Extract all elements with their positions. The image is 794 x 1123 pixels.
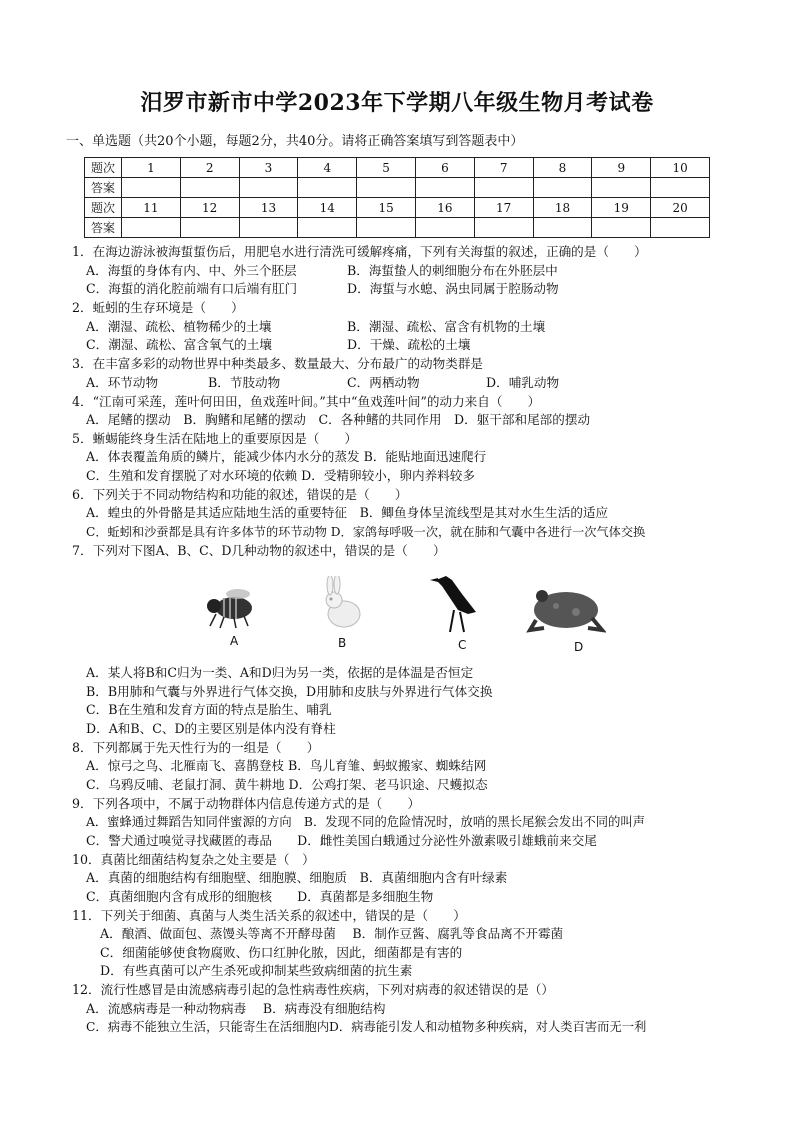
table-cell: 题次 [85,158,122,178]
question-option: C．生殖和发育摆脱了对水环境的依赖 D．受精卵较小，卵内养料较多 [86,468,475,483]
question-stem: 8．下列都属于先天性行为的一组是（ ） [72,740,320,755]
page-title: 汨罗市新市中学2023年下学期八年级生物月考试卷 [140,90,654,116]
answer-cell[interactable] [474,218,533,238]
answer-cell[interactable] [357,218,416,238]
table-cell: 5 [357,158,416,178]
question-option: C．乌鸦反哺、老鼠打洞、黄牛耕地 D．公鸡打架、老马识途、尺蠖拟态 [86,777,488,792]
table-cell: 19 [592,198,651,218]
answer-cell[interactable] [180,178,239,198]
question-stem: 12．流行性感冒是由流感病毒引起的急性病毒性疾病，下列对病毒的叙述错误的是（） [72,982,554,997]
question-option: C．两栖动物 [347,375,420,390]
answer-cell[interactable] [122,178,181,198]
section-heading: 一、单选题（共20个小题，每题2分，共40分。请将正确答案填写到答题表中） [66,134,524,149]
question-option: D．哺乳动物 [486,375,560,390]
question-option: A．某人将B和C归为一类、A和D归为另一类，依据的是体温是否恒定 [86,665,474,680]
question-option: D．A和B、C、D的主要区别是体内没有脊柱 [86,721,336,736]
question-option: A．海蜇的身体有内、中、外三个胚层 [86,263,297,278]
answer-cell[interactable] [533,178,592,198]
question-option: C．蚯蚓和沙蚕都是具有许多体节的环节动物 D．家鸽每呼吸一次，就在肺和气囊中各进行一次气体交换 [86,525,646,539]
answer-table [84,157,710,238]
answer-cell[interactable] [415,178,474,198]
table-cell: 答案 [85,218,122,238]
answer-cell[interactable] [592,218,651,238]
question-option: A．真菌的细胞结构有细胞壁、细胞膜、细胞质 B．真菌细胞内含有叶绿素 [86,870,508,885]
question-option: B．海蜇蛰人的刺细胞分布在外胚层中 [347,263,558,278]
table-cell: 17 [474,198,533,218]
frog-icon [526,582,606,634]
figure-label-c: C [458,638,467,652]
answer-cell[interactable] [651,218,710,238]
question-stem: 3．在丰富多彩的动物世界中种类最多、数量最大、分布最广的动物类群是 [72,356,484,371]
table-cell: 1 [122,158,181,178]
question-option: C．细菌能够使食物腐败、伤口红肿化脓，因此，细菌都是有害的 [100,945,463,960]
figure-label-b: B [338,636,347,650]
animal-figure [190,570,620,660]
question-stem: 1．在海边游泳被海蜇蜇伤后，用肥皂水进行清洗可缓解疼痛，下列有关海蜇的叙述，正确的是（ ） [72,244,647,259]
table-cell: 7 [474,158,533,178]
question-stem: 4．“江南可采莲，莲叶何田田，鱼戏莲叶间。”其中“鱼戏莲叶间”的动力来自（ ） [72,394,541,409]
question-stem: 9．下列各项中，不属于动物群体内信息传递方式的是（ ） [72,796,421,811]
question-option: A．惊弓之鸟、北雁南飞、喜鹊登枝 B．鸟儿育雏、蚂蚁搬家、蜘蛛结网 [86,758,487,773]
answer-cell[interactable] [298,178,357,198]
bee-icon [200,584,260,630]
question-stem: 6．下列关于不同动物结构和功能的叙述，错误的是（ ） [72,487,408,502]
table-cell: 4 [298,158,357,178]
question-option: A．尾鳍的摆动 B．胸鳍和尾鳍的摆动 C．各种鳍的共同作用 D．躯干部和尾部的摆动 [86,412,591,427]
answer-cell[interactable] [651,178,710,198]
question-option: C．真菌细胞内含有成形的细胞核 D．真菌都是多细胞生物 [86,889,434,904]
question-stem: 11．下列关于细菌、真菌与人类生活关系的叙述中，错误的是（ ） [72,908,466,923]
crow-icon [428,570,488,640]
question-option: C．警犬通过嗅觉寻找藏匿的毒品 D．雌性美国白蛾通过分泌性外激素吸引雄蛾前来交尾 [86,833,597,848]
question-option: B．潮湿、疏松、富含有机物的土壤 [347,319,546,334]
table-cell: 18 [533,198,592,218]
question-option: B．节肢动物 [208,375,281,390]
table-cell: 16 [415,198,474,218]
table-cell: 3 [239,158,298,178]
question-option: C．B在生殖和发育方面的特点是胎生、哺乳 [86,702,332,717]
question-stem: 2．蚯蚓的生存环境是（ ） [72,300,244,315]
table-cell: 答案 [85,178,122,198]
question-option: A．蝗虫的外骨骼是其适应陆地生活的重要特征 B．鲫鱼身体呈流线型是其对水生生活的适应 [86,505,609,520]
answer-cell[interactable] [592,178,651,198]
table-row [85,218,710,238]
table-cell: 11 [122,198,181,218]
answer-cell[interactable] [298,218,357,238]
table-cell: 10 [651,158,710,178]
question-stem: 5．蜥蜴能终身生活在陆地上的重要原因是（ ） [72,431,358,446]
answer-cell[interactable] [180,218,239,238]
table-row [85,178,710,198]
question-option: A．酿酒、做面包、蒸馒头等离不开酵母菌 B．制作豆酱、腐乳等食品离不开霉菌 [100,926,564,941]
table-cell: 题次 [85,198,122,218]
answer-cell[interactable] [357,178,416,198]
table-cell: 6 [415,158,474,178]
answer-cell[interactable] [474,178,533,198]
table-cell: 9 [592,158,651,178]
question-stem: 10．真菌比细菌结构复杂之处主要是（ ） [72,852,315,867]
table-cell: 8 [533,158,592,178]
table-cell: 12 [180,198,239,218]
question-option: C．潮湿、疏松、富含氧气的土壤 [86,337,272,352]
answer-cell[interactable] [239,218,298,238]
figure-label-a: A [230,634,239,648]
answer-cell[interactable] [533,218,592,238]
table-row [85,158,710,178]
question-option: A．体表覆盖角质的鳞片，能减少体内水分的蒸发 B．能贴地面迅速爬行 [86,449,487,464]
question-option: C．病毒不能独立生活，只能寄生在活细胞内D．病毒能引发人和动植物多种疾病，对人类百害而无一利 [86,1020,647,1034]
answer-cell[interactable] [122,218,181,238]
table-cell: 13 [239,198,298,218]
question-option: A．流感病毒是一种动物病毒 B．病毒没有细胞结构 [86,1001,386,1016]
answer-cell[interactable] [415,218,474,238]
rabbit-icon [316,576,366,630]
table-cell: 20 [651,198,710,218]
table-cell: 14 [298,198,357,218]
question-option: D．海蜇与水螅、涡虫同属于腔肠动物 [347,281,559,296]
question-option: A．蜜蜂通过舞蹈告知同伴蜜源的方向 B．发现不同的危险情况时，放哨的黑长尾猴会发出不同的叫声 [86,815,645,829]
table-row [85,198,710,218]
table-cell: 2 [180,158,239,178]
question-option: D．干燥、疏松的土壤 [347,337,471,352]
question-stem: 7．下列对下图A、B、C、D几种动物的叙述中，错误的是（ ） [72,543,446,558]
question-option: A．环节动物 [86,375,159,390]
question-option: B．B用肺和气囊与外界进行气体交换，D用肺和皮肤与外界进行气体交换 [86,684,493,699]
question-option: A．潮湿、疏松、植物稀少的土壤 [86,319,272,334]
figure-label-d: D [574,640,584,654]
question-option: C．海蜇的消化腔前端有口后端有肛门 [86,281,298,296]
answer-cell[interactable] [239,178,298,198]
question-option: D．有些真菌可以产生杀死或抑制某些致病细菌的抗生素 [100,963,413,978]
table-cell: 15 [357,198,416,218]
